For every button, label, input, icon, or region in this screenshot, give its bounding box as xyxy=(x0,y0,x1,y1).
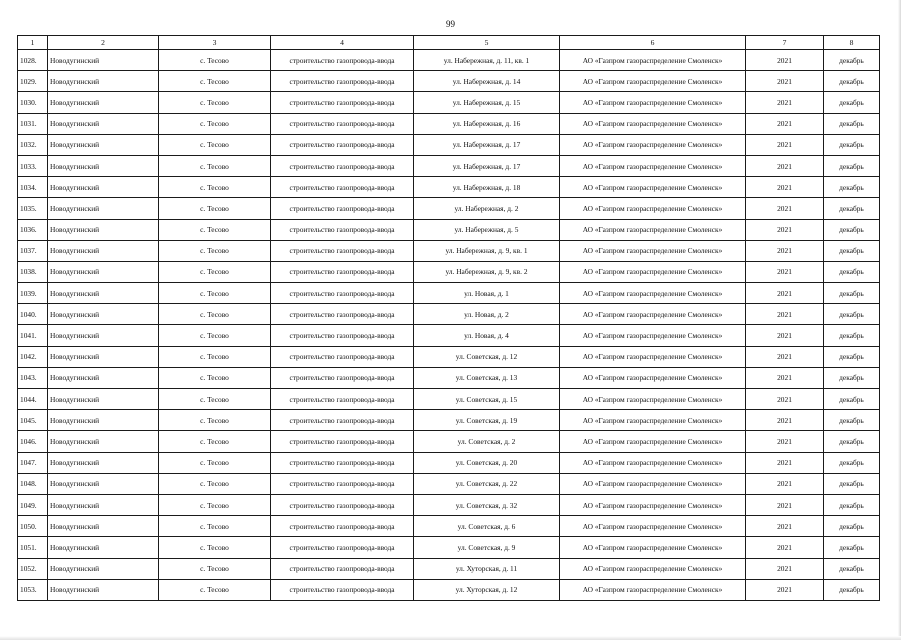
organization: АО «Газпром газораспределение Смоленск» xyxy=(560,325,746,346)
year: 2021 xyxy=(746,92,824,113)
month: декабрь xyxy=(824,579,880,600)
year: 2021 xyxy=(746,219,824,240)
address: ул. Советская, д. 15 xyxy=(414,389,560,410)
work-type: строительство газопровода-ввода xyxy=(271,283,414,304)
month: декабрь xyxy=(824,71,880,92)
address: ул. Набережная, д. 18 xyxy=(414,177,560,198)
page-number: 99 xyxy=(446,19,455,29)
organization: АО «Газпром газораспределение Смоленск» xyxy=(560,516,746,537)
row-number: 1035. xyxy=(18,198,48,219)
address: ул. Советская, д. 22 xyxy=(414,473,560,494)
year: 2021 xyxy=(746,579,824,600)
organization: АО «Газпром газораспределение Смоленск» xyxy=(560,113,746,134)
work-type: строительство газопровода-ввода xyxy=(271,155,414,176)
work-type: строительство газопровода-ввода xyxy=(271,473,414,494)
organization: АО «Газпром газораспределение Смоленск» xyxy=(560,283,746,304)
settlement-name: с. Тесово xyxy=(159,113,271,134)
district-name: Новодугинский xyxy=(48,367,159,388)
month: декабрь xyxy=(824,346,880,367)
month: декабрь xyxy=(824,92,880,113)
district-name: Новодугинский xyxy=(48,240,159,261)
row-number: 1030. xyxy=(18,92,48,113)
table-row xyxy=(18,346,880,367)
table-row xyxy=(18,177,880,198)
table-row xyxy=(18,537,880,558)
district-name: Новодугинский xyxy=(48,346,159,367)
district-name: Новодугинский xyxy=(48,494,159,515)
address: ул. Набережная, д. 14 xyxy=(414,71,560,92)
table-row xyxy=(18,325,880,346)
year: 2021 xyxy=(746,134,824,155)
work-type: строительство газопровода-ввода xyxy=(271,71,414,92)
settlement-name: с. Тесово xyxy=(159,325,271,346)
column-header: 7 xyxy=(746,36,824,50)
column-header: 5 xyxy=(414,36,560,50)
organization: АО «Газпром газораспределение Смоленск» xyxy=(560,219,746,240)
settlement-name: с. Тесово xyxy=(159,410,271,431)
address: ул. Набережная, д. 16 xyxy=(414,113,560,134)
table-row xyxy=(18,71,880,92)
address: ул. Набережная, д. 2 xyxy=(414,198,560,219)
work-type: строительство газопровода-ввода xyxy=(271,367,414,388)
row-number: 1038. xyxy=(18,261,48,282)
address: ул. Набережная, д. 5 xyxy=(414,219,560,240)
settlement-name: с. Тесово xyxy=(159,198,271,219)
district-name: Новодугинский xyxy=(48,473,159,494)
district-name: Новодугинский xyxy=(48,452,159,473)
column-header: 6 xyxy=(560,36,746,50)
month: декабрь xyxy=(824,325,880,346)
organization: АО «Газпром газораспределение Смоленск» xyxy=(560,389,746,410)
month: декабрь xyxy=(824,537,880,558)
address: ул. Набережная, д. 17 xyxy=(414,155,560,176)
organization: АО «Газпром газораспределение Смоленск» xyxy=(560,346,746,367)
work-type: строительство газопровода-ввода xyxy=(271,410,414,431)
organization: АО «Газпром газораспределение Смоленск» xyxy=(560,177,746,198)
year: 2021 xyxy=(746,452,824,473)
work-type: строительство газопровода-ввода xyxy=(271,134,414,155)
organization: АО «Газпром газораспределение Смоленск» xyxy=(560,494,746,515)
address: ул. Советская, д. 32 xyxy=(414,494,560,515)
settlement-name: с. Тесово xyxy=(159,134,271,155)
month: декабрь xyxy=(824,410,880,431)
settlement-name: с. Тесово xyxy=(159,261,271,282)
district-name: Новодугинский xyxy=(48,134,159,155)
settlement-name: с. Тесово xyxy=(159,473,271,494)
district-name: Новодугинский xyxy=(48,389,159,410)
year: 2021 xyxy=(746,389,824,410)
row-number: 1034. xyxy=(18,177,48,198)
month: декабрь xyxy=(824,516,880,537)
settlement-name: с. Тесово xyxy=(159,155,271,176)
district-name: Новодугинский xyxy=(48,50,159,71)
year: 2021 xyxy=(746,50,824,71)
month: декабрь xyxy=(824,50,880,71)
settlement-name: с. Тесово xyxy=(159,537,271,558)
table-row xyxy=(18,473,880,494)
work-type: строительство газопровода-ввода xyxy=(271,261,414,282)
district-name: Новодугинский xyxy=(48,579,159,600)
work-type: строительство газопровода-ввода xyxy=(271,558,414,579)
month: декабрь xyxy=(824,219,880,240)
work-type: строительство газопровода-ввода xyxy=(271,240,414,261)
address: ул. Советская, д. 12 xyxy=(414,346,560,367)
row-number: 1033. xyxy=(18,155,48,176)
settlement-name: с. Тесово xyxy=(159,389,271,410)
row-number: 1047. xyxy=(18,452,48,473)
organization: АО «Газпром газораспределение Смоленск» xyxy=(560,71,746,92)
organization: АО «Газпром газораспределение Смоленск» xyxy=(560,92,746,113)
month: декабрь xyxy=(824,558,880,579)
organization: АО «Газпром газораспределение Смоленск» xyxy=(560,579,746,600)
organization: АО «Газпром газораспределение Смоленск» xyxy=(560,261,746,282)
year: 2021 xyxy=(746,367,824,388)
month: декабрь xyxy=(824,367,880,388)
row-number: 1041. xyxy=(18,325,48,346)
table-row xyxy=(18,134,880,155)
settlement-name: с. Тесово xyxy=(159,367,271,388)
work-type: строительство газопровода-ввода xyxy=(271,325,414,346)
header-row xyxy=(18,36,880,50)
row-number: 1040. xyxy=(18,304,48,325)
district-name: Новодугинский xyxy=(48,304,159,325)
settlement-name: с. Тесово xyxy=(159,71,271,92)
table-row xyxy=(18,50,880,71)
row-number: 1053. xyxy=(18,579,48,600)
row-number: 1046. xyxy=(18,431,48,452)
scan-edge-shadow-bottom xyxy=(0,636,901,640)
column-header: 4 xyxy=(271,36,414,50)
settlement-name: с. Тесово xyxy=(159,431,271,452)
row-number: 1037. xyxy=(18,240,48,261)
district-name: Новодугинский xyxy=(48,516,159,537)
row-number: 1031. xyxy=(18,113,48,134)
district-name: Новодугинский xyxy=(48,325,159,346)
work-type: строительство газопровода-ввода xyxy=(271,537,414,558)
organization: АО «Газпром газораспределение Смоленск» xyxy=(560,410,746,431)
work-type: строительство газопровода-ввода xyxy=(271,219,414,240)
address: ул. Набережная, д. 15 xyxy=(414,92,560,113)
work-type: строительство газопровода-ввода xyxy=(271,516,414,537)
month: декабрь xyxy=(824,389,880,410)
year: 2021 xyxy=(746,177,824,198)
table-row xyxy=(18,240,880,261)
organization: АО «Газпром газораспределение Смоленск» xyxy=(560,240,746,261)
row-number: 1032. xyxy=(18,134,48,155)
settlement-name: с. Тесово xyxy=(159,240,271,261)
district-name: Новодугинский xyxy=(48,177,159,198)
address: ул. Советская, д. 6 xyxy=(414,516,560,537)
column-header: 8 xyxy=(824,36,880,50)
address: ул. Советская, д. 20 xyxy=(414,452,560,473)
district-name: Новодугинский xyxy=(48,283,159,304)
row-number: 1029. xyxy=(18,71,48,92)
district-name: Новодугинский xyxy=(48,431,159,452)
table-row xyxy=(18,261,880,282)
table-row xyxy=(18,367,880,388)
row-number: 1028. xyxy=(18,50,48,71)
year: 2021 xyxy=(746,113,824,134)
address: ул. Набережная, д. 17 xyxy=(414,134,560,155)
row-number: 1036. xyxy=(18,219,48,240)
organization: АО «Газпром газораспределение Смоленск» xyxy=(560,452,746,473)
table-row xyxy=(18,558,880,579)
row-number: 1048. xyxy=(18,473,48,494)
year: 2021 xyxy=(746,494,824,515)
year: 2021 xyxy=(746,537,824,558)
month: декабрь xyxy=(824,134,880,155)
year: 2021 xyxy=(746,304,824,325)
work-type: строительство газопровода-ввода xyxy=(271,579,414,600)
settlement-name: с. Тесово xyxy=(159,92,271,113)
table-row xyxy=(18,219,880,240)
settlement-name: с. Тесово xyxy=(159,558,271,579)
district-name: Новодугинский xyxy=(48,155,159,176)
row-number: 1049. xyxy=(18,494,48,515)
district-name: Новодугинский xyxy=(48,113,159,134)
district-name: Новодугинский xyxy=(48,198,159,219)
month: декабрь xyxy=(824,113,880,134)
organization: АО «Газпром газораспределение Смоленск» xyxy=(560,304,746,325)
settlement-name: с. Тесово xyxy=(159,579,271,600)
month: декабрь xyxy=(824,283,880,304)
year: 2021 xyxy=(746,558,824,579)
year: 2021 xyxy=(746,240,824,261)
year: 2021 xyxy=(746,155,824,176)
settlement-name: с. Тесово xyxy=(159,283,271,304)
table-body xyxy=(18,50,880,601)
settlement-name: с. Тесово xyxy=(159,346,271,367)
table-header xyxy=(18,36,880,50)
work-type: строительство газопровода-ввода xyxy=(271,92,414,113)
table-row xyxy=(18,92,880,113)
address: ул. Набережная, д. 9, кв. 1 xyxy=(414,240,560,261)
month: декабрь xyxy=(824,452,880,473)
month: декабрь xyxy=(824,494,880,515)
year: 2021 xyxy=(746,325,824,346)
row-number: 1052. xyxy=(18,558,48,579)
work-type: строительство газопровода-ввода xyxy=(271,177,414,198)
district-name: Новодугинский xyxy=(48,537,159,558)
work-type: строительство газопровода-ввода xyxy=(271,431,414,452)
table-row xyxy=(18,579,880,600)
table-row xyxy=(18,431,880,452)
month: декабрь xyxy=(824,198,880,219)
district-name: Новодугинский xyxy=(48,71,159,92)
month: декабрь xyxy=(824,431,880,452)
month: декабрь xyxy=(824,304,880,325)
work-type: строительство газопровода-ввода xyxy=(271,50,414,71)
district-name: Новодугинский xyxy=(48,410,159,431)
address: ул. Советская, д. 19 xyxy=(414,410,560,431)
organization: АО «Газпром газораспределение Смоленск» xyxy=(560,431,746,452)
settlement-name: с. Тесово xyxy=(159,452,271,473)
year: 2021 xyxy=(746,431,824,452)
organization: АО «Газпром газораспределение Смоленск» xyxy=(560,134,746,155)
year: 2021 xyxy=(746,283,824,304)
address: ул. Советская, д. 9 xyxy=(414,537,560,558)
table-row xyxy=(18,452,880,473)
row-number: 1043. xyxy=(18,367,48,388)
year: 2021 xyxy=(746,473,824,494)
address: ул. Советская, д. 2 xyxy=(414,431,560,452)
district-name: Новодугинский xyxy=(48,261,159,282)
row-number: 1051. xyxy=(18,537,48,558)
year: 2021 xyxy=(746,410,824,431)
organization: АО «Газпром газораспределение Смоленск» xyxy=(560,198,746,219)
address: ул. Новая, д. 1 xyxy=(414,283,560,304)
organization: АО «Газпром газораспределение Смоленск» xyxy=(560,558,746,579)
table-row xyxy=(18,113,880,134)
work-type: строительство газопровода-ввода xyxy=(271,198,414,219)
address: ул. Хуторская, д. 12 xyxy=(414,579,560,600)
year: 2021 xyxy=(746,346,824,367)
organization: АО «Газпром газораспределение Смоленск» xyxy=(560,473,746,494)
row-number: 1050. xyxy=(18,516,48,537)
month: декабрь xyxy=(824,155,880,176)
column-header: 3 xyxy=(159,36,271,50)
settlement-name: с. Тесово xyxy=(159,304,271,325)
settlement-name: с. Тесово xyxy=(159,494,271,515)
table-row xyxy=(18,155,880,176)
organization: АО «Газпром газораспределение Смоленск» xyxy=(560,155,746,176)
year: 2021 xyxy=(746,71,824,92)
year: 2021 xyxy=(746,198,824,219)
work-type: строительство газопровода-ввода xyxy=(271,389,414,410)
address: ул. Набережная, д. 9, кв. 2 xyxy=(414,261,560,282)
row-number: 1039. xyxy=(18,283,48,304)
month: декабрь xyxy=(824,177,880,198)
district-name: Новодугинский xyxy=(48,219,159,240)
organization: АО «Газпром газораспределение Смоленск» xyxy=(560,367,746,388)
work-type: строительство газопровода-ввода xyxy=(271,494,414,515)
work-type: строительство газопровода-ввода xyxy=(271,113,414,134)
table-row xyxy=(18,304,880,325)
column-header: 1 xyxy=(18,36,48,50)
district-name: Новодугинский xyxy=(48,558,159,579)
table-row xyxy=(18,198,880,219)
address: ул. Хуторская, д. 11 xyxy=(414,558,560,579)
table-row xyxy=(18,389,880,410)
row-number: 1044. xyxy=(18,389,48,410)
column-header: 2 xyxy=(48,36,159,50)
address: ул. Новая, д. 4 xyxy=(414,325,560,346)
year: 2021 xyxy=(746,261,824,282)
table-row xyxy=(18,494,880,515)
address: ул. Новая, д. 2 xyxy=(414,304,560,325)
table-row xyxy=(18,410,880,431)
table-row xyxy=(18,283,880,304)
organization: АО «Газпром газораспределение Смоленск» xyxy=(560,537,746,558)
month: декабрь xyxy=(824,240,880,261)
settlement-name: с. Тесово xyxy=(159,516,271,537)
work-type: строительство газопровода-ввода xyxy=(271,346,414,367)
data-table xyxy=(17,35,880,601)
table-row xyxy=(18,516,880,537)
settlement-name: с. Тесово xyxy=(159,50,271,71)
settlement-name: с. Тесово xyxy=(159,219,271,240)
district-name: Новодугинский xyxy=(48,92,159,113)
month: декабрь xyxy=(824,261,880,282)
year: 2021 xyxy=(746,516,824,537)
work-type: строительство газопровода-ввода xyxy=(271,304,414,325)
work-type: строительство газопровода-ввода xyxy=(271,452,414,473)
settlement-name: с. Тесово xyxy=(159,177,271,198)
address: ул. Советская, д. 13 xyxy=(414,367,560,388)
organization: АО «Газпром газораспределение Смоленск» xyxy=(560,50,746,71)
row-number: 1042. xyxy=(18,346,48,367)
row-number: 1045. xyxy=(18,410,48,431)
month: декабрь xyxy=(824,473,880,494)
address: ул. Набережная, д. 11, кв. 1 xyxy=(414,50,560,71)
